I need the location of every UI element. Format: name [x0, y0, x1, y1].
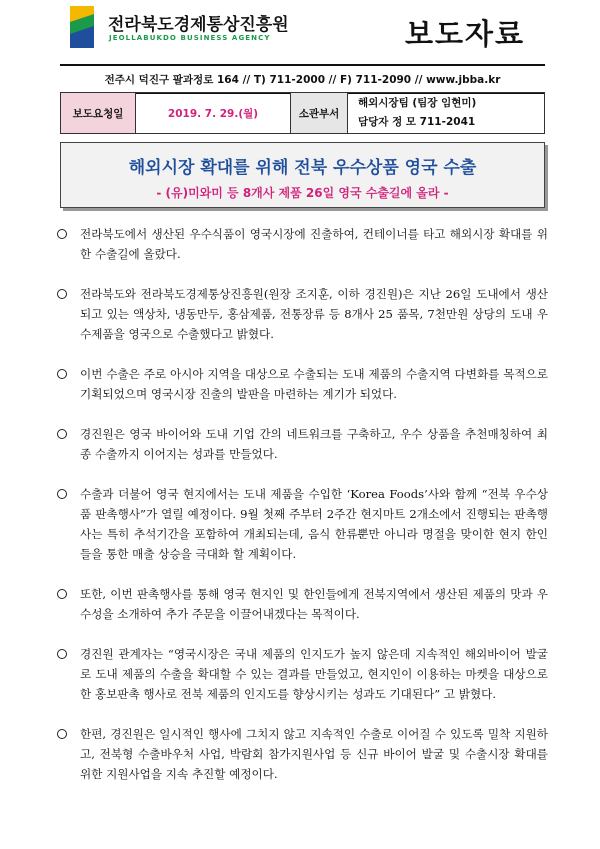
contact-bar: 전주시 덕진구 팔과정로 164 // T) 711-2000 // F) 711-2090 // www.jbba.kr: [60, 64, 545, 94]
circle-bullet-icon: [57, 649, 67, 659]
document-type-title: 보도자료: [405, 17, 526, 51]
paragraph: [52, 364, 548, 404]
organization-name: 전라북도경제통상진흥원: [108, 15, 289, 35]
request-date-value: 2019. 7. 29.(월): [136, 93, 291, 134]
department-label: 소관부서: [291, 93, 348, 134]
paragraph-text: 또한, 이번 판촉행사를 통해 영국 현지인 및 한인들에게 전북지역에서 생산된 제품의 맛과 우수성을 소개하여 추가 주문을 이끌어내겠다는 목적이다.: [80, 587, 548, 621]
circle-bullet-icon: [57, 489, 67, 499]
paragraph-text: 한편, 경진원은 일시적인 행사에 그치지 않고 지속적인 수출로 이어질 수 있도록 밀착 지원하고, 전북형 수출바우처 사업, 박람회 참가지원사업 등 신규 바이어 발굴 및 수출시장 확대를 위한 지원사업을 지속 추진할 예정이다.: [80, 727, 548, 781]
paragraph: [52, 484, 548, 564]
headline-box: [60, 142, 545, 208]
paragraph-text: 전라북도와 전라북도경제통상진흥원(원장 조지훈, 이하 경진원)은 지난 26일 도내에서 생산되고 있는 액상차, 냉동만두, 홍삼제품, 전통장류 등 8개사 25 품목, 7천만원 상당의 도내 우수제품을 영국으로 수출했다고 밝혔다.: [80, 287, 548, 341]
document-header: [0, 0, 600, 60]
circle-bullet-icon: [57, 729, 67, 739]
department-name: 해외시장팀 (팀장 임현미): [358, 97, 477, 109]
release-info-table: [60, 92, 545, 134]
contact-person: 담당자 정 모 711-2041: [358, 116, 476, 128]
circle-bullet-icon: [57, 589, 67, 599]
circle-bullet-icon: [57, 289, 67, 299]
paragraph-text: 전라북도에서 생산된 우수식품이 영국시장에 진출하여, 컨테이너를 타고 해외시장 확대를 위한 수출길에 올랐다.: [80, 227, 548, 261]
sub-headline: - (유)미와미 등 8개사 제품 26일 영국 수출길에 올라 -: [156, 186, 449, 200]
paragraph: [52, 724, 548, 784]
paragraph: [52, 284, 548, 344]
paragraph-text: 수출과 더불어 영국 현지에서는 도내 제품을 수입한 ‘Korea Foods’사와 함께 “전북 우수상품 판촉행사”가 열릴 예정이다. 9월 첫째 주부터 2주간 현지마트 2개소에서 진행되는 판촉행사는 특히 추석기간을 포함하여 개최되는데, 음식 한류뿐만 아니라 명절을 맞이한 현지 한인들을 통한 매출 상승을 극대화 할 계획이다.: [80, 487, 548, 561]
circle-bullet-icon: [57, 369, 67, 379]
headline: 해외시장 확대를 위해 전북 우수상품 영국 수출: [128, 158, 477, 178]
request-date-label: 보도요청일: [61, 93, 136, 134]
paragraph-text: 경진원 관계자는 “영국시장은 국내 제품의 인지도가 높지 않은데 지속적인 해외바이어 발굴로 도내 제품의 수출을 확대할 수 있는 결과를 만들었고, 현지인이 이용하는 마켓을 대상으로 한 홍보판촉 행사로 전북 제품의 인지도를 향상시키는 성과도 기대된다” 고 밝혔다.: [80, 647, 548, 701]
paragraph: [52, 644, 548, 704]
paragraph-text: 이번 수출은 주로 아시아 지역을 대상으로 수출되는 도내 제품의 수출지역 다변화를 목적으로 기획되었으며 영국시장 진출의 발판을 마련하는 계기가 되었다.: [80, 367, 548, 401]
department-info: [348, 93, 545, 134]
agency-logo-icon: [64, 4, 102, 50]
paragraph: [52, 424, 548, 464]
paragraph: [52, 224, 548, 264]
article-body: [52, 224, 548, 804]
circle-bullet-icon: [57, 429, 67, 439]
paragraph: [52, 584, 548, 624]
organization-name-english: JEOLLABUKDO BUSINESS AGENCY: [109, 34, 271, 42]
paragraph-text: 경진원은 영국 바이어와 도내 기업 간의 네트워크를 구축하고, 우수 상품을 추천매칭하여 최종 수출까지 이어지는 성과를 만들었다.: [80, 427, 548, 461]
circle-bullet-icon: [57, 229, 67, 239]
